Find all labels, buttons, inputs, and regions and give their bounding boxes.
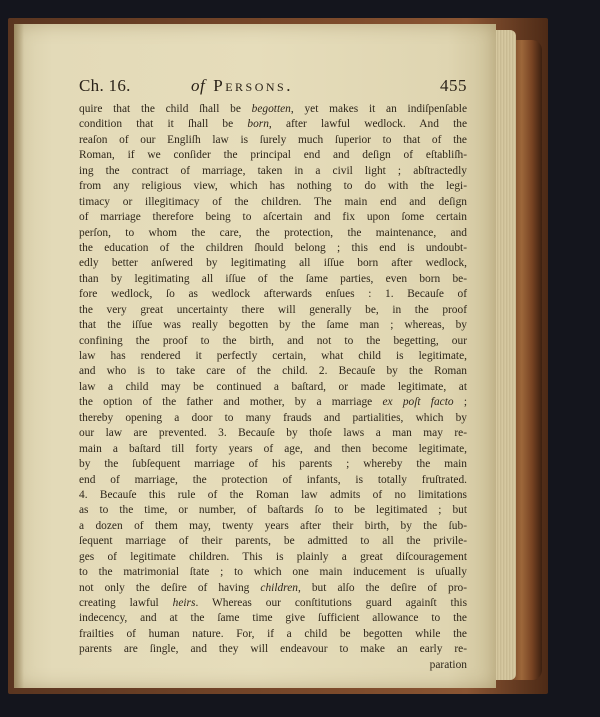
text-line — [79, 195, 467, 210]
text-line — [79, 627, 467, 642]
text-line — [79, 565, 467, 580]
text-line — [79, 642, 467, 657]
text-line — [79, 596, 467, 611]
text-line — [79, 457, 467, 472]
text-run: fore wedlock, ſo as wedlock afterwards enſues : 1. Becauſe of — [79, 288, 467, 301]
text-run: the very great uncertainty there will generally be, in the proof — [79, 303, 467, 316]
text-line — [79, 426, 467, 441]
text-line — [79, 318, 467, 333]
text-line — [79, 473, 467, 488]
text-line — [79, 256, 467, 271]
text-line — [79, 364, 467, 379]
italic-word: ex poſt facto — [382, 396, 454, 409]
text-run: . Whereas our conſtitutions guard againſt this — [195, 597, 467, 609]
text-run: 4. Becauſe this rule of the Roman law admits of no limitations — [79, 488, 467, 501]
page-number: 455 — [440, 76, 467, 95]
chapter-label: Ch. 16. — [79, 76, 131, 95]
text-run: creating lawful — [79, 597, 173, 609]
text-run: and who is to take care of the child. 2. Becauſe by the Roman — [79, 365, 467, 378]
text-run: ing the contract of marriage, taken in a civil light ; abſtractedly — [79, 164, 467, 177]
text-run: by the ſubſequent marriage of his parents ; whereby the main — [79, 458, 467, 471]
text-run: the education of the children ſhould belong ; this end is undoubt- — [79, 241, 467, 254]
text-run: paration — [429, 658, 467, 671]
text-line — [79, 442, 467, 457]
text-run: not only the deſire of having — [79, 581, 261, 594]
text-line — [79, 272, 467, 287]
text-line — [79, 241, 467, 256]
text-line — [79, 133, 467, 148]
text-line — [79, 334, 467, 349]
text-line — [79, 303, 467, 318]
text-run: a dozen of them may, twenty years after their birth, by the ſub- — [79, 519, 467, 532]
text-run: condition that it ſhall be — [79, 118, 248, 131]
text-run: timacy or illegitimacy of the children. The main end and deſign — [79, 195, 467, 208]
text-run: ges of legitimate children. This is plainly a great diſcouragement — [79, 550, 467, 563]
text-run: as to the time, or number, of baſtards ſo to be legitimated ; but — [79, 504, 467, 517]
text-line — [79, 411, 467, 426]
text-line — [79, 488, 467, 503]
text-run: perſon, to whom the care, the protection, the maintenance, and — [79, 226, 467, 239]
text-run: confining the proof to the birth, and not to the begetting, our — [79, 334, 467, 347]
text-line — [79, 287, 467, 302]
text-run: end of marriage, the protection of infants, is totally fruſtrated. — [79, 473, 467, 486]
text-line — [79, 102, 467, 117]
text-run: main a baſtard till forty years of age, and then become legitimate, — [79, 442, 467, 455]
text-run: quire that the child ſhall be — [79, 103, 252, 115]
text-run: ; — [453, 396, 467, 409]
text-line — [79, 148, 467, 163]
italic-word: children — [260, 581, 298, 594]
running-title-of: of — [191, 76, 206, 95]
text-line — [79, 210, 467, 225]
text-run: from any religious view, which has nothing to do with the legi- — [79, 180, 467, 193]
text-line — [79, 226, 467, 241]
text-run: to the matrimonial ſtate ; to which one main inducement is uſually — [79, 566, 467, 579]
text-line — [79, 550, 467, 565]
text-run: reaſon of our Engliſh law is ſurely much ſuperior to that of the — [79, 133, 467, 146]
text-run: thereby opening a door to many frauds and partialities, which by — [79, 411, 467, 424]
text-run: , after lawful wedlock. And the — [268, 118, 467, 131]
italic-word: born — [247, 118, 269, 131]
body-text — [79, 102, 467, 673]
text-line — [79, 179, 467, 194]
text-line — [79, 581, 467, 596]
text-line — [79, 503, 467, 518]
text-run: ſequent marriage of their parents, be admitted to all the privile- — [79, 535, 467, 548]
text-run: edly better anſwered by legitimating all iſſue born after wedlock, — [79, 257, 467, 270]
text-line — [79, 658, 467, 673]
running-head — [79, 76, 467, 100]
text-run: our law are prevented. 3. Becauſe by thoſe laws a man may re- — [79, 427, 467, 440]
text-run: of marriage therefore being to aſcertain and fix upon ſome certain — [79, 211, 467, 224]
italic-word: begotten — [251, 103, 291, 115]
text-line — [79, 349, 467, 364]
text-run: , yet makes it an indiſpenſable — [290, 103, 467, 115]
italic-word: heirs — [172, 597, 196, 609]
text-run: that the iſſue was really begotten by the ſame man ; whereas, by — [79, 319, 467, 332]
text-run: the option of the father and mother, by a marriage — [79, 396, 383, 409]
text-line — [79, 611, 467, 626]
text-run: law has rendered it perfectly certain, what child is legitimate, — [79, 350, 467, 362]
running-title — [191, 76, 293, 96]
text-run: , but alſo the deſire of pro- — [297, 581, 467, 594]
text-line — [79, 519, 467, 534]
page-gutter — [14, 24, 24, 688]
text-run: frailties of human nature. For, if a child be begotten while the — [79, 627, 467, 640]
text-run: Roman, if we conſider the principal end and deſign of eſtabliſh- — [79, 149, 467, 162]
text-line — [79, 117, 467, 132]
text-line — [79, 380, 467, 395]
text-run: indecency, and at the ſame time give ſufficient allowance to the — [79, 612, 467, 625]
text-run: parents are ſingle, and they will endeavour to make an early re- — [79, 643, 467, 656]
text-line — [79, 164, 467, 179]
text-line — [79, 395, 467, 410]
text-run: than by legitimating all iſſue of the ſame parties, even born be- — [79, 272, 467, 285]
running-title-main: Persons. — [213, 76, 293, 95]
text-run: law a child may be continued a baſtard, or made legitimate, at — [79, 380, 467, 393]
text-line — [79, 534, 467, 549]
